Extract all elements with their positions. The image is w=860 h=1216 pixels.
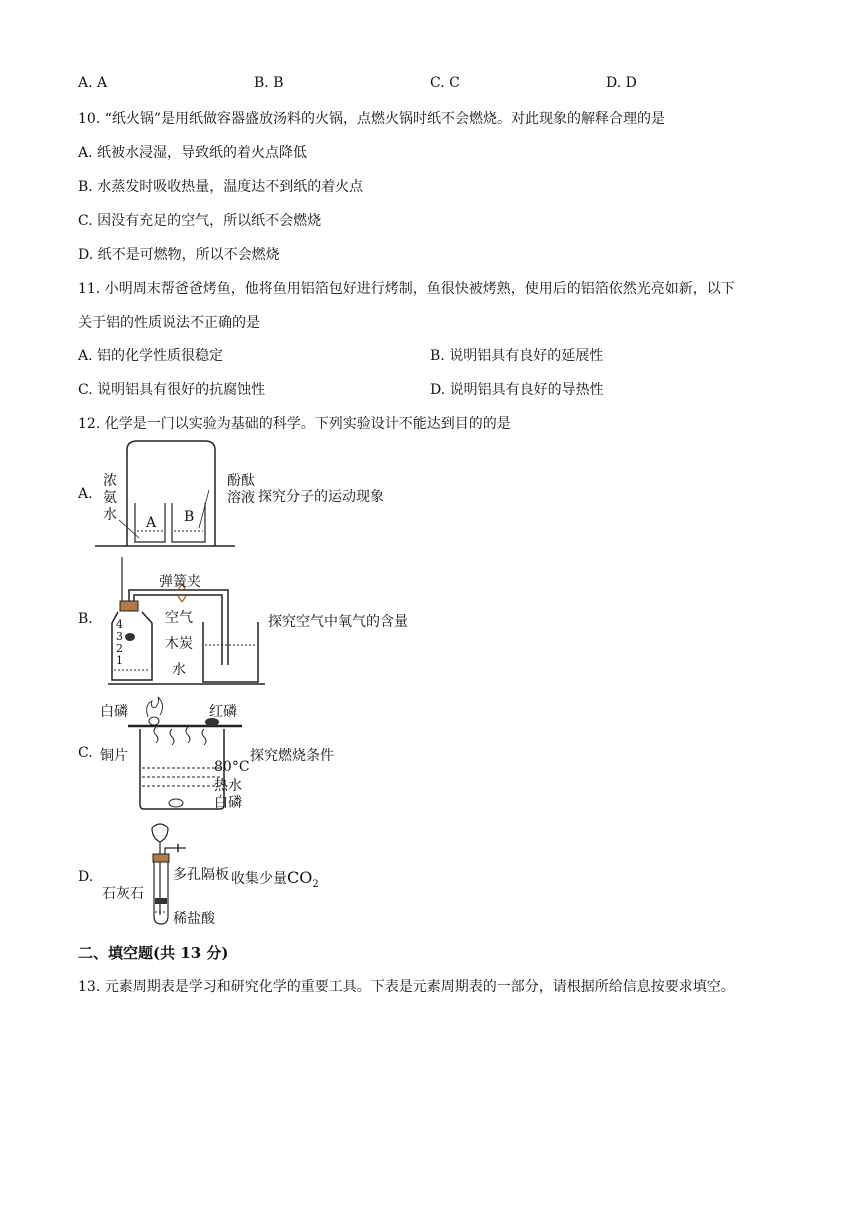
q10-option-a: A. 纸被水浸湿，导致纸的着火点降低 xyxy=(78,145,308,161)
phenolphthalein-label-2: 溶液 xyxy=(227,490,255,506)
q11-stem-line2: 关于铝的性质说法不正确的是 xyxy=(78,315,260,331)
q10-stem: 10. “纸火锅”是用纸做容器盛放汤料的火锅，点燃火锅时纸不会燃烧。对此现象的解释合理的是 xyxy=(78,111,666,127)
water-label: 水 xyxy=(172,662,186,678)
co2-formula xyxy=(287,868,319,891)
charcoal-label: 木炭 xyxy=(165,636,193,652)
spring-clamp-label: 弹簧夹 xyxy=(159,574,201,590)
white-phosphorus-top-label: 白磷 xyxy=(100,704,128,720)
option-caption: 探究燃烧条件 xyxy=(250,748,334,764)
beaker-b-label: B xyxy=(184,509,195,525)
hot-water-label: 热水 xyxy=(214,778,242,794)
white-phosphorus-bottom-label: 白磷 xyxy=(214,795,242,811)
q9-option-b: B. B xyxy=(254,75,284,91)
q10-option-b: B. 水蒸发时吸收热量，温度达不到纸的着火点 xyxy=(78,179,364,195)
scale-mark-3: 3 xyxy=(116,630,123,643)
section-title: 二、填空题(共 13 分) xyxy=(78,944,229,962)
option-letter: B. xyxy=(78,611,93,627)
q11-option-a: A. 铝的化学性质很稳定 xyxy=(78,348,224,364)
option-letter: A. xyxy=(78,486,93,502)
beaker-a-label: A xyxy=(146,515,157,531)
option-letter: C. xyxy=(78,745,93,761)
q10-option-d: D. 纸不是可燃物，所以不会燃烧 xyxy=(78,247,280,263)
q9-option-a: A. A xyxy=(78,75,108,91)
q11-option-d: D. 说明铝具有良好的导热性 xyxy=(430,382,604,398)
nh3-label-2: 氨 xyxy=(103,490,117,506)
option-caption: 探究空气中氧气的含量 xyxy=(268,614,408,630)
q10-option-c: C. 因没有充足的空气，所以纸不会燃烧 xyxy=(78,213,322,229)
scale-mark-2: 2 xyxy=(116,642,123,655)
air-label: 空气 xyxy=(165,610,193,626)
limestone-label: 石灰石 xyxy=(102,886,144,902)
nh3-label-1: 浓 xyxy=(103,473,117,489)
formula-subscript: 2 xyxy=(312,879,319,891)
option-caption xyxy=(231,868,319,890)
scale-mark-4: 4 xyxy=(116,618,123,631)
q11-option-c: C. 说明铝具有很好的抗腐蚀性 xyxy=(78,382,266,398)
temperature-label: 80°C xyxy=(214,759,250,775)
q9-option-c: C. C xyxy=(430,75,460,91)
nh3-label-3: 水 xyxy=(103,507,117,523)
q11-stem-line1: 11. 小明周末帮爸爸烤鱼，他将鱼用铝箔包好进行烤制，鱼很快被烤熟，使用后的铝箔依然光亮如新，以下 xyxy=(78,281,735,297)
q11-option-b: B. 说明铝具有良好的延展性 xyxy=(430,348,604,364)
formula-main: CO xyxy=(287,868,313,887)
phenolphthalein-label-1: 酚酞 xyxy=(227,473,255,489)
option-letter: D. xyxy=(78,869,94,885)
option-caption: 探究分子的运动现象 xyxy=(258,489,384,505)
copper-sheet-label: 铜片 xyxy=(100,748,128,764)
scale-mark-1: 1 xyxy=(116,654,123,667)
caption-text: 收集少量 xyxy=(231,871,287,887)
q13-stem: 13. 元素周期表是学习和研究化学的重要工具。下表是元素周期表的一部分，请根据所给信息按要求填空。 xyxy=(78,979,735,995)
dilute-hcl-label: 稀盐酸 xyxy=(173,911,215,927)
red-phosphorus-label: 红磷 xyxy=(209,704,237,720)
porous-plate-label: 多孔隔板 xyxy=(173,867,229,883)
q9-option-d: D. D xyxy=(606,75,637,91)
q12-stem: 12. 化学是一门以实验为基础的科学。下列实验设计不能达到目的的是 xyxy=(78,416,511,432)
